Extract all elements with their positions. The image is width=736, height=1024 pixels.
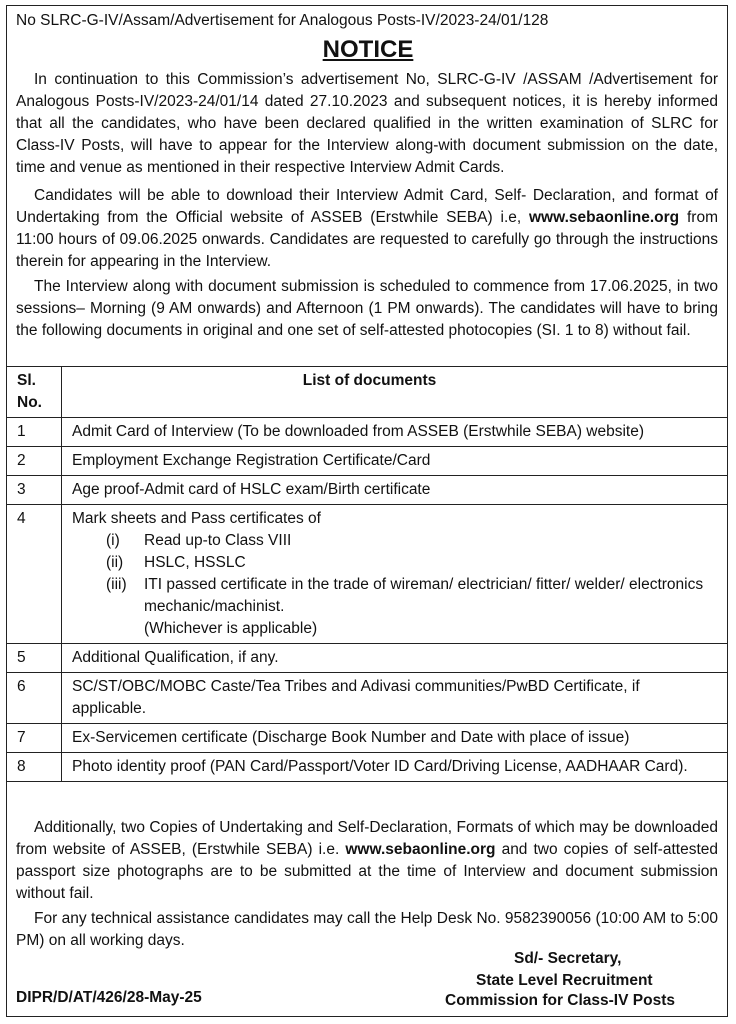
row-text: Admit Card of Interview (To be downloaded from ASSEB (Erstwhile SEBA) website) (62, 418, 728, 447)
sub-item-number: (ii) (106, 554, 124, 571)
row-sl: 8 (7, 753, 62, 782)
sub-item-text: ITI passed certificate in the trade of wireman/ electrician/ fitter/ welder/ electronics mechanic/machinist. (144, 576, 704, 615)
row-sl: 2 (7, 447, 62, 476)
signature-line-1: Sd/- Secretary, (514, 950, 622, 967)
sub-item-text: Read up-to Class VIII (144, 532, 292, 549)
row-text: Age proof-Admit card of HSLC exam/Birth certificate (62, 476, 728, 505)
row-text: Mark sheets and Pass certificates of (72, 510, 321, 527)
row-sl: 7 (7, 724, 62, 753)
table-row (7, 476, 728, 505)
row-text: Employment Exchange Registration Certificate/Card (62, 447, 728, 476)
sub-item (72, 552, 717, 574)
column-header-documents: List of documents (62, 367, 728, 418)
paragraph-additional (16, 817, 718, 905)
column-header-sl: Sl. No. (7, 367, 62, 418)
table-row (7, 753, 728, 782)
sub-item-number: (iii) (106, 576, 127, 593)
sub-item-text: HSLC, HSSLC (144, 554, 246, 571)
documents-table (6, 366, 728, 782)
signature-line-3: Commission for Class-IV Posts (445, 992, 675, 1009)
paragraph-additional-text-1: Additionally, two Copies of Undertaking and Self-Declaration, Formats of which may be downloaded from website of ASSEB, (Erstwhile SEBA) i.e. (16, 819, 718, 858)
table-row (7, 505, 728, 644)
table-row (7, 447, 728, 476)
row-sl: 5 (7, 644, 62, 673)
row-sl: 4 (7, 505, 62, 644)
row-sl: 1 (7, 418, 62, 447)
table-row (7, 644, 728, 673)
paragraph-download-text-2: from 11:00 hours of 09.06.2025 onwards. Candidates are requested to carefully go through the instructions therein for appearing in the Interview. (16, 209, 718, 270)
table-header-row (7, 367, 728, 418)
row-sl: 6 (7, 673, 62, 724)
signature-line-2: State Level Recruitment (476, 972, 653, 989)
row-text: SC/ST/OBC/MOBC Caste/Tea Tribes and Adivasi communities/PwBD Certificate, if applicable. (62, 673, 728, 724)
sub-item-number: (i) (106, 532, 120, 549)
paragraph-help-desk: For any technical assistance candidates may call the Help Desk No. 9582390056 (10:00 AM to 5:00 PM) on all working days. (16, 910, 718, 949)
paragraph-download-text-1: Candidates will be able to download their Interview Admit Card, Self- Declaration, and format of Undertaking from the Official website of ASSEB (Erstwhile SEBA) i.e, (16, 187, 718, 226)
row-text: Photo identity proof (PAN Card/Passport/Voter ID Card/Driving License, AADHAAR Card). (62, 753, 728, 782)
table-row (7, 673, 728, 724)
row-text: Ex-Servicemen certificate (Discharge Book Number and Date with place of issue) (62, 724, 728, 753)
reference-number: No SLRC-G-IV/Assam/Advertisement for Analogous Posts-IV/2023-24/01/128 (16, 12, 549, 29)
paragraph-continuation: In continuation to this Commission’s advertisement No, SLRC-G-IV /ASSAM /Advertisement for Analogous Posts-IV/2023-24/01/14 dated 27.10.2023 and subsequent notices, it is hereby informed that all the candidates, who have been declared qualified in the written examination of SLRC for Class-IV Posts, will have to appear for the Interview along-with document submission on the date, time and venue as mentioned in their respective Interview Admit Cards. (16, 71, 718, 176)
table-row (7, 724, 728, 753)
notice-title: NOTICE (322, 36, 414, 63)
row-text: Additional Qualification, if any. (62, 644, 728, 673)
row-text-mark-sheets (62, 505, 728, 644)
sub-item (72, 574, 717, 618)
sub-item (72, 530, 717, 552)
sub-item-note: (Whichever is applicable) (144, 620, 318, 637)
row-sl: 3 (7, 476, 62, 505)
dipr-reference: DIPR/D/AT/426/28-May-25 (16, 989, 202, 1006)
paragraph-download (16, 185, 718, 273)
paragraph-additional-text-2: and two copies of self-attested passport size photographs are to be submitted at the time of Interview and document submission without fail. (16, 841, 718, 902)
website-link[interactable]: www.sebaonline.org (529, 209, 680, 226)
website-link[interactable]: www.sebaonline.org (345, 841, 496, 858)
table-row (7, 418, 728, 447)
paragraph-schedule: The Interview along with document submission is scheduled to commence from 17.06.2025, in two sessions– Morning (9 AM onwards) and Afternoon (1 PM onwards). The candidates will have to bring the following documents in original and one set of self-attested photocopies (SI. 1 to 8) without fail. (16, 278, 718, 339)
